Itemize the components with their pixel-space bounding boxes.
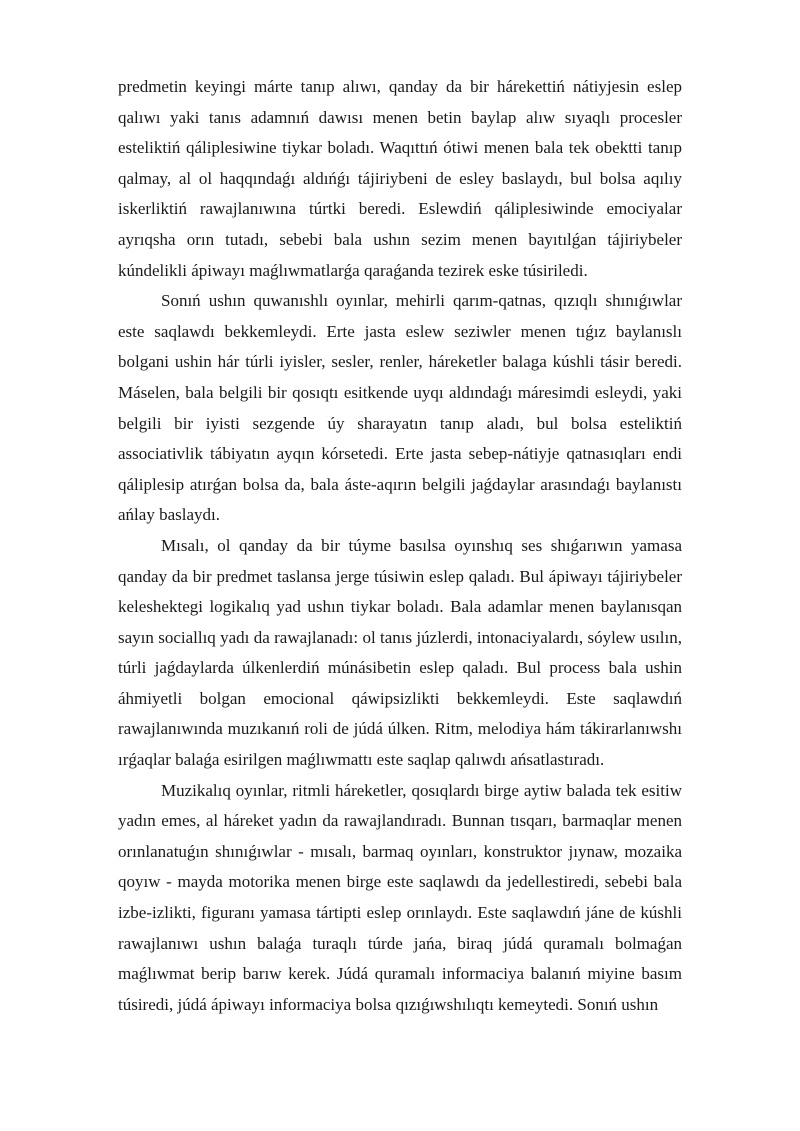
- paragraph: Mısalı, ol qanday da bir túyme basılsa oyınshıq ses shıǵarıwın yamasa qanday da bir predmet taslansa jerge túsiwin eslep qaladı. Bul ápiwayı tájiriybeler keleshektegi logikalıq yad ushın tiykar boladı. Bala adamlar menen baylanısqan sayın sociallıq yadı da rawajlanadı: ol tanıs júzlerdi, intonaciyalardı, sóylew usılın, túrli jaǵdaylarda úlkenlerdiń múnásibetin eslep qaladı. Bul process bala ushin áhmiyetli bolgan emocional qáwipsizlikti bekkemleydi. Este saqlawdıń rawajlanıwında muzıkanıń roli de júdá úlken. Ritm, melodiya hám tákirarlanıwshı ırǵaqlar balaǵa esirilgen maǵlıwmattı este saqlap qalıwdı ańsatlastıradı.: [118, 535, 682, 770]
- paragraph: Muzikalıq oyınlar, ritmli háreketler, qosıqlardı birge aytiw balada tek esitiw yadın emes, al háreket yadın da rawajlandıradı. Bunnan tısqarı, barmaqlar menen orınlanatuǵın shınıǵıwlar - mısalı, barmaq oyınları, konstruktor jıynaw, mozaika qoyıw - mayda motorika menen birge este saqlawdı da jedellestiredi, sebebi bala izbe-izlikti, figuranı yamasa tártipti eslep orınlaydı. Este saqlawdıń jáne de kúshli rawajlanıwı ushın balaǵa turaqlı túrde jańa, biraq júdá quramalı bolmaǵan maǵlıwmat berip barıw kerek. Júdá quramalı informaciya balanıń miyine basım túsiredi, júdá ápiwayı informaciya bolsa qızıǵıwshılıqtı kemeytedi. Sonıń ushın: [118, 780, 682, 1014]
- paragraph: predmetin keyingi márte tanıp alıwı, qanday da bir hárekettiń nátiyjesin eslep qalıwı yaki tanıs adamnıń dawısı menen betin baylap alıw sıyaqlı procesler esteliktiń qáliplesiwine tiykar boladı. Waqıttıń ótiwi menen bala tek obektti tanıp qalmay, al ol haqqındaǵı aldıńǵı tájiriybeni de esley baslaydı, bul bolsa aqılıy iskerliktiń rawajlanıwına túrtki beredi. Eslewdiń qáliplesiwinde emociyalar ayrıqsha orın tutadı, sebebi bala ushın sezim menen bayıtılǵan tájiriybeler kúndelikli ápiwayı maǵlıwmatlarǵa qaraǵanda tezirek eske túsiriledi.: [118, 77, 682, 280]
- paragraph: Sonıń ushın quwanıshlı oyınlar, mehirli qarım-qatnas, qızıqlı shınıǵıwlar este saqlawdı bekkemleydi. Erte jasta eslew seziwler menen tıǵız baylanıslı bolgani ushin hár túrli iyisler, sesler, renler, háreketler balaga kúshli tásir beredi. Máselen, bala belgili bir qosıqtı esitkende uyqı aldındaǵı máresimdi esleydi, yaki belgili bir iyisti sezgende úy sharayatın tanıp aladı, bul bolsa esteliktiń associativlik tábiyatın ayqın kórsetedi. Erte jasta sebep-nátiyje qatnasıqları endi qáliplesip atırǵan bolsa da, bala áste-aqırın belgili jaǵdaylar arasındaǵı baylanıstı ańlay baslaydı.: [118, 291, 682, 525]
- document-page: [118, 72, 682, 1020]
